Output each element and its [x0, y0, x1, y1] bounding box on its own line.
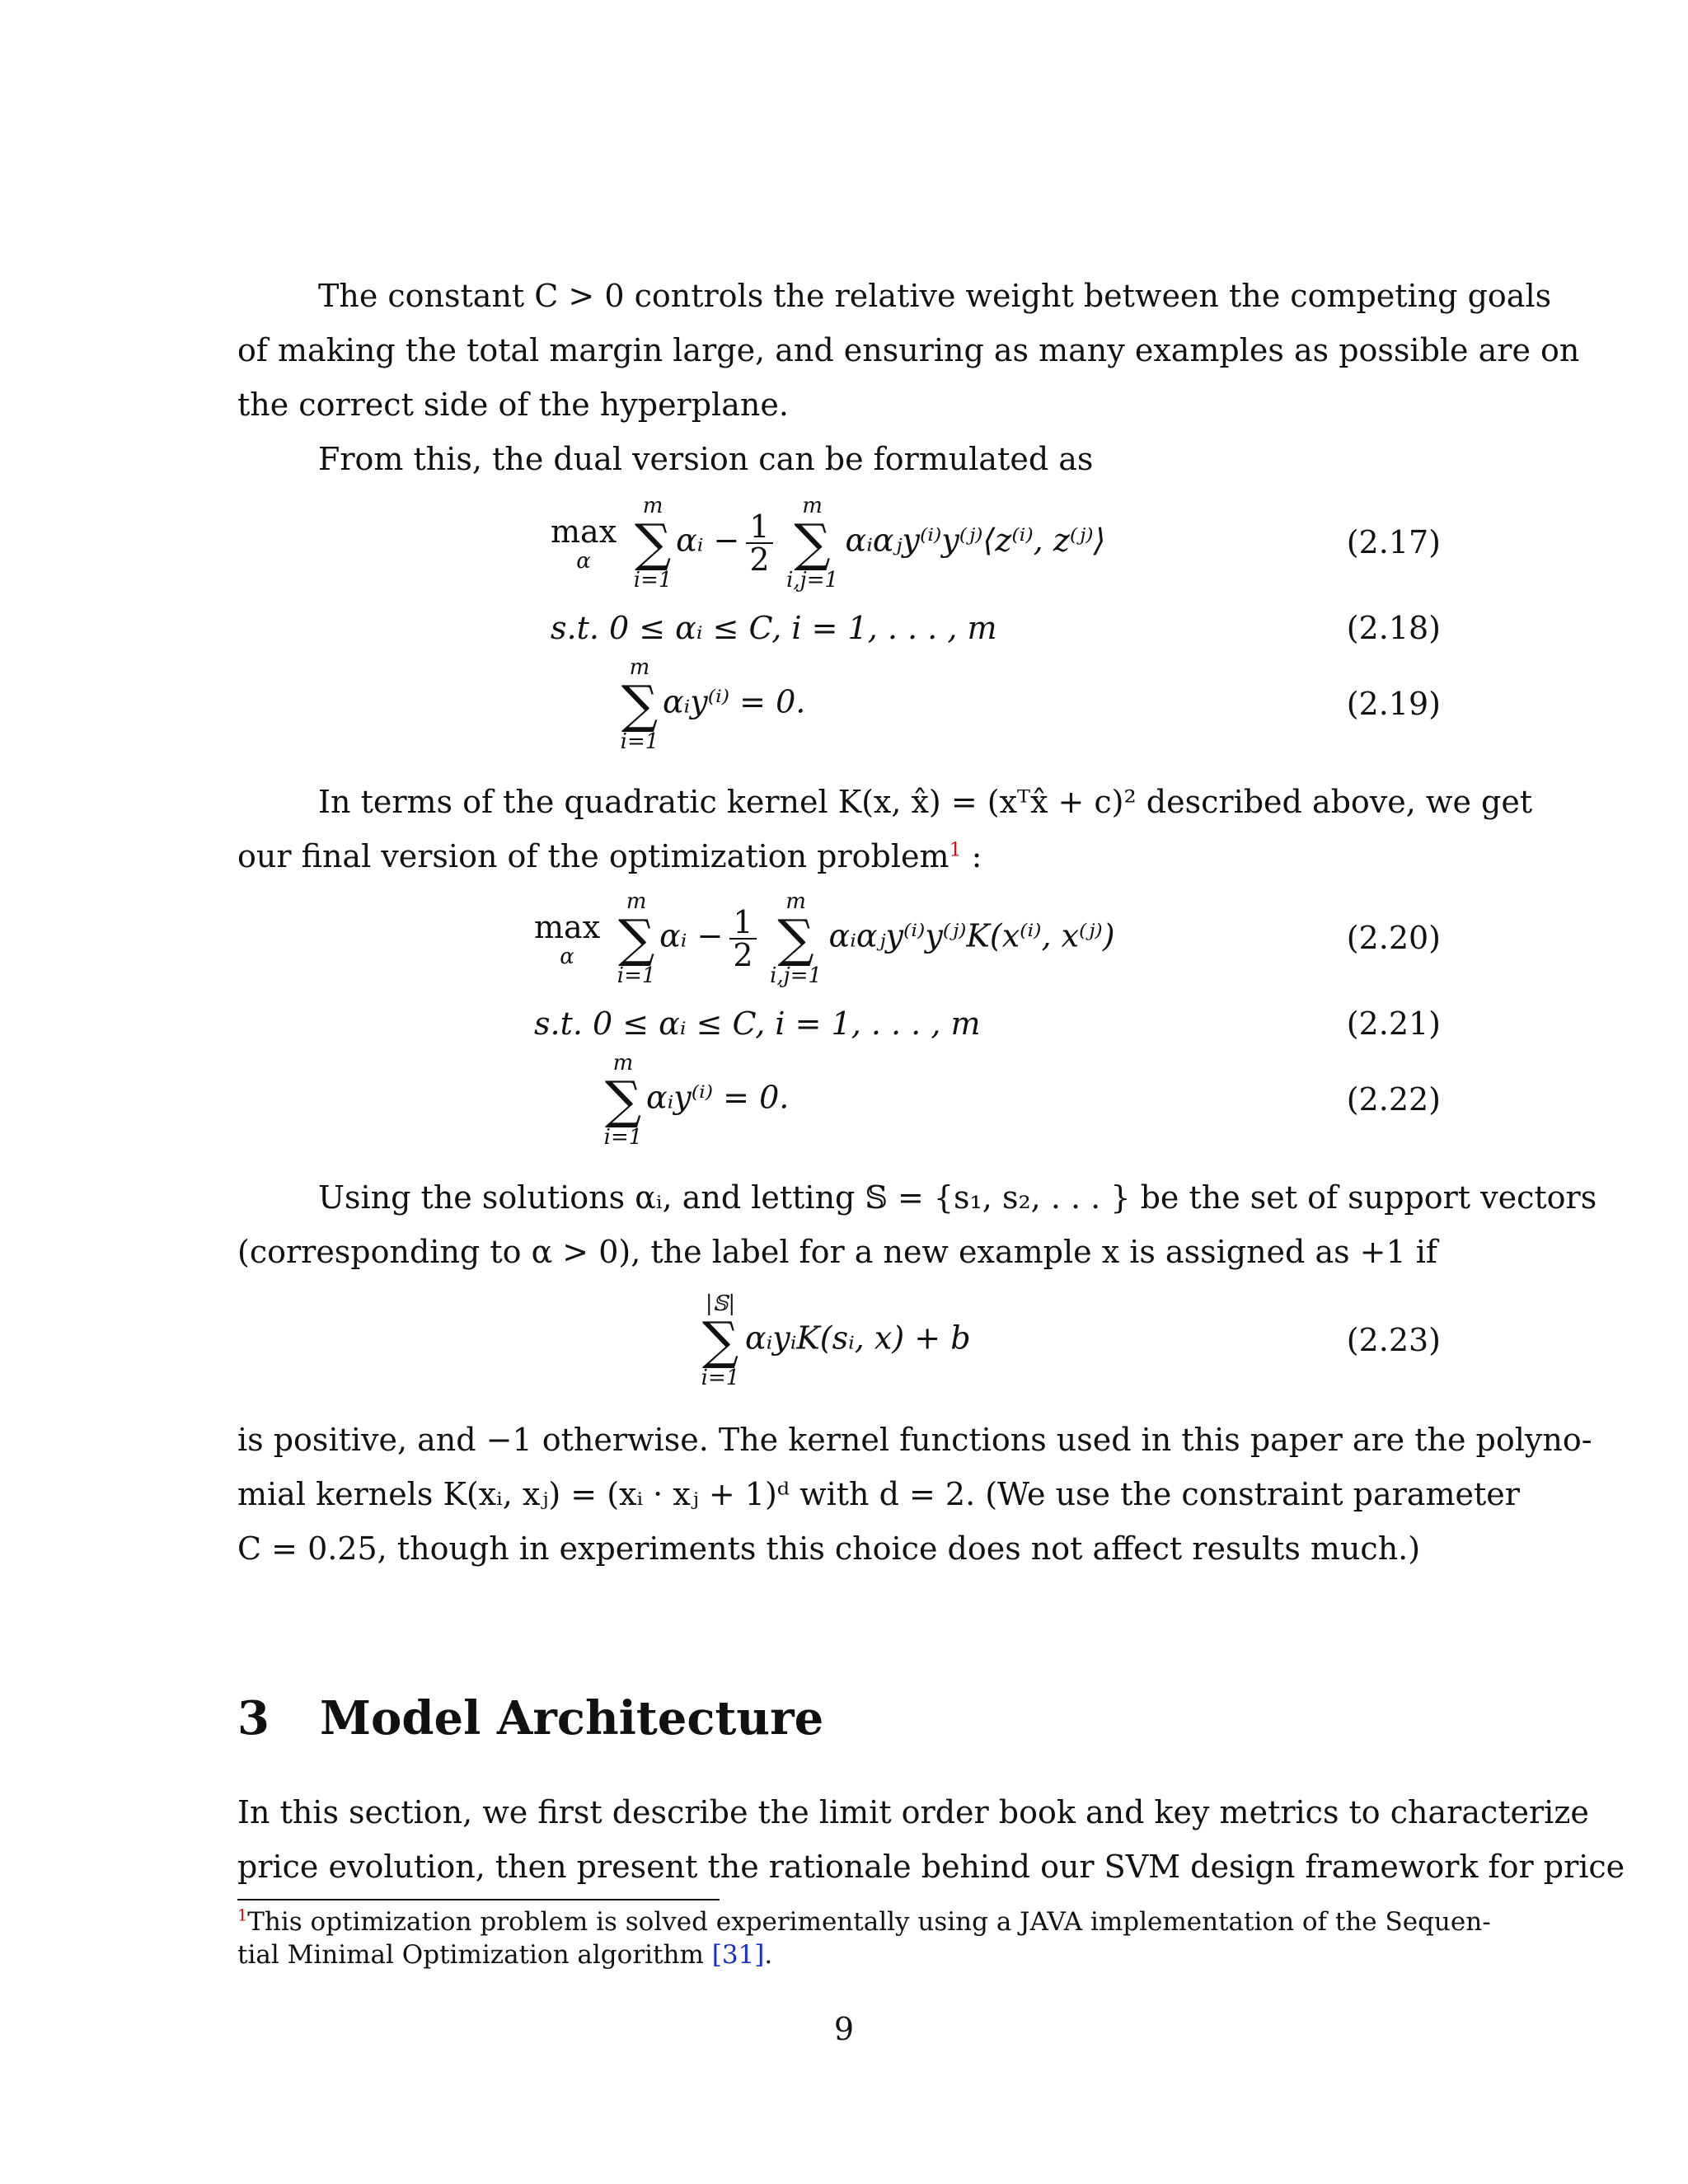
citation-link[interactable]: [31] — [711, 1940, 765, 1970]
text-line: our final version of the optimization problem$^1$ : — [237, 837, 982, 874]
footnote — [237, 1905, 1491, 1971]
equation-term: αᵢy⁽ⁱ⁾ = 0. — [646, 1079, 790, 1116]
text-line: (corresponding to α > 0), the label for a new example x is assigned as +1 if — [237, 1234, 1437, 1270]
paragraph-solutions — [237, 1170, 1597, 1279]
equation-number: (2.20) — [1346, 920, 1441, 956]
section-heading — [237, 1691, 823, 1746]
equation-2-23 — [237, 1291, 1441, 1390]
equation-number: (2.17) — [1346, 524, 1441, 560]
equation-term: αᵢαⱼy⁽ⁱ⁾y⁽ʲ⁾⟨z⁽ⁱ⁾, z⁽ʲ⁾⟩ — [845, 522, 1106, 559]
summation-sign: m ∑ i=1 — [633, 494, 673, 593]
max-subscript: α — [560, 944, 574, 969]
constraint-text: s.t. 0 ≤ αᵢ ≤ C, i = 1, . . . , m — [534, 1005, 981, 1042]
equation-2-20 — [237, 889, 1441, 988]
equation-number: (2.18) — [1346, 610, 1441, 646]
footnote-line: $^1$This optimization problem is solved experimentally using a JAVA implementation of the Sequen- — [237, 1905, 1491, 1937]
text-line: In terms of the quadratic kernel K(x, x̂) = (xᵀx̂ + c)² described above, we get — [318, 784, 1533, 820]
text-line: Using the solutions αᵢ, and letting 𝕊 = {s₁, s₂, . . . } be the set of support vectors — [318, 1179, 1597, 1216]
summation-sign: |𝕊| ∑ i=1 — [701, 1291, 740, 1390]
equation-2-22 — [237, 1051, 1441, 1150]
text-line: The constant C > 0 controls the relative weight between the competing goals — [318, 278, 1552, 314]
fraction-one-half: $\frac{1}{2}$ — [729, 907, 756, 971]
footnote-mark[interactable]: 1 — [949, 837, 962, 861]
text-line: of making the total margin large, and ensuring as many examples as possible are on — [237, 332, 1580, 368]
footnote-line: tial Minimal Optimization algorithm [31]. — [237, 1940, 773, 1970]
text-line: C = 0.25, though in experiments this choice does not affect results much.) — [237, 1530, 1421, 1567]
equation-number: (2.19) — [1346, 686, 1441, 722]
equation-number: (2.21) — [1346, 1005, 1441, 1042]
text-line: the correct side of the hyperplane. — [237, 387, 789, 423]
equation-number: (2.22) — [1346, 1081, 1441, 1118]
paragraph-section-intro — [237, 1785, 1625, 1894]
max-operator: max — [534, 909, 601, 945]
footnote-mark: 1 — [237, 1905, 248, 1925]
summation-sign: m ∑ i,j=1 — [770, 889, 823, 988]
equation-term: αᵢαⱼy⁽ⁱ⁾y⁽ʲ⁾K(x⁽ⁱ⁾, x⁽ʲ⁾) — [828, 917, 1115, 954]
summation-sign: m ∑ i=1 — [603, 1051, 643, 1150]
text-line: is positive, and −1 otherwise. The kernel functions used in this paper are the polyno- — [237, 1422, 1592, 1458]
section-title: Model Architecture — [320, 1691, 824, 1746]
equation-number: (2.23) — [1346, 1322, 1441, 1358]
text-line: mial kernels K(xᵢ, xⱼ) = (xᵢ · xⱼ + 1)ᵈ with d = 2. (We use the constraint parameter — [237, 1476, 1520, 1512]
summation-sign: m ∑ i=1 — [617, 889, 656, 988]
equation-term: αᵢ − — [676, 522, 740, 559]
fraction-one-half: $\frac{1}{2}$ — [746, 511, 772, 575]
constraint-text: s.t. 0 ≤ αᵢ ≤ C, i = 1, . . . , m — [551, 610, 997, 646]
max-subscript: α — [576, 549, 591, 574]
equation-term: αᵢy⁽ⁱ⁾ = 0. — [663, 683, 806, 720]
paragraph-dual-intro — [237, 432, 1441, 486]
equation-term: αᵢ − — [659, 917, 724, 954]
paragraph-constant-c — [237, 269, 1580, 432]
max-operator: max — [551, 513, 617, 550]
summation-sign: m ∑ i,j=1 — [786, 494, 839, 593]
equation-2-19 — [237, 655, 1441, 754]
page-number: 9 — [833, 2011, 855, 2047]
footnote-rule — [237, 1899, 720, 1900]
paragraph-quadratic-kernel — [237, 775, 1533, 883]
equation-2-17 — [237, 494, 1441, 593]
text-line: price evolution, then present the rationale behind our SVM design framework for price — [237, 1849, 1625, 1885]
section-number: 3 — [237, 1691, 270, 1746]
text-line: In this section, we first describe the limit order book and key metrics to characterize — [237, 1794, 1589, 1830]
paragraph-kernel-functions — [237, 1413, 1592, 1576]
text-line: From this, the dual version can be formulated as — [318, 441, 1094, 477]
equation-term: αᵢyᵢK(sᵢ, x) + b — [745, 1319, 971, 1357]
summation-sign: m ∑ i=1 — [620, 655, 659, 754]
